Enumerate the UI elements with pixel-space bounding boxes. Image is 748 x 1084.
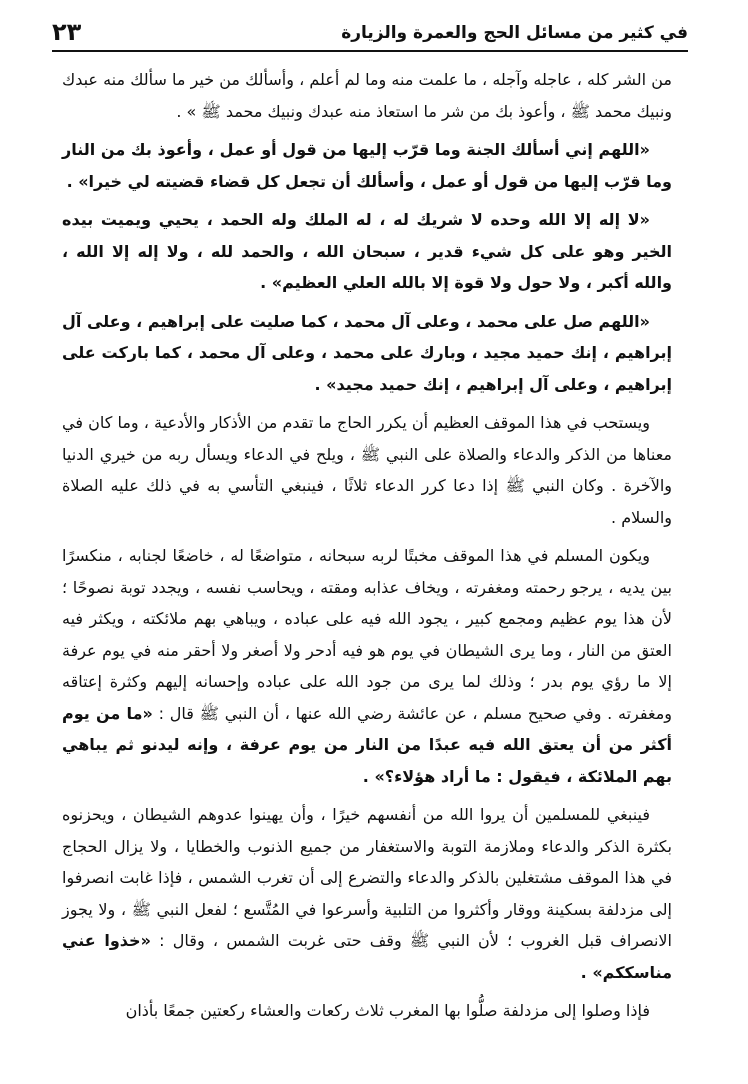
supplication-jannah: «اللهم إني أسألك الجنة وما قرّب إليها من قول أو عمل ، وأعوذ بك من النار وما قرّب إليها من قول أو عمل ، وأسألك أن تجعل كل قضاء قضيته لي خيرا» . [62,140,672,191]
paragraph-departure: فينبغي للمسلمين أن يروا الله من أنفسهم خيرًا ، وأن يهينوا عدوهم الشيطان ، ويحزنوه بكثرة الذكر والدعاء وملازمة التوبة والاستغفار من جميع الذنوب والخطايا ، ولا يزال الحجاج في هذا الموقف مشتغلين بالذكر والدعاء والتضرع إلى أن تغرب الشمس ، فإذا غابت انصرفوا إلى مزدلفة بسكينة ووقار وأكثروا من التلبية وأسرعوا في المُتَّسع ؛ لفعل النبي ﷺ ، ولا يجوز الانصراف قبل الغروب ؛ لأن النبي ﷺ وقف حتى غربت الشمس ، وقال : «خذوا عني مناسككم» . [62,805,672,982]
body-text [62,64,672,1034]
running-title: في كثير من مسائل الحج والعمرة والزيارة [341,23,688,43]
page-header [52,16,688,46]
paragraph-dhikr-repeat: ويستحب في هذا الموقف العظيم أن يكرر الحاج ما تقدم من الأذكار والأدعية ، وما كان في معناها من الذكر والدعاء والصلاة على النبي ﷺ ، ويلح في الدعاء ويسأل ربه من خيري الدنيا والآخرة . وكان النبي ﷺ إذا دعا كرر الدعاء ثلاثًا ، فينبغي التأسي به في ذلك عليه الصلاة والسلام . [62,413,672,527]
hadith-quote: «ما من يوم أكثر من أن يعتق الله فيه عبدًا من النار من يوم عرفة ، وإنه ليدنو ثم يباهي بهم الملائكة ، فيقول : ما أراد هؤلاء؟» . [62,703,672,786]
supplication-tahlil: «لا إله إلا الله وحده لا شريك له ، له الملك وله الحمد ، يحيي ويميت بيده الخير وهو على كل شيء قدير ، سبحان الله ، والحمد لله ، ولا إله إلا الله ، والله أكبر ، ولا حول ولا قوة إلا بالله العلي العظيم» . [62,210,672,292]
paragraph-continuation: من الشر كله ، عاجله وآجله ، ما علمت منه وما لم أعلم ، وأسألك من خير ما سألك منه عبدك ونبيك محمد ﷺ ، وأعوذ بك من شر ما استعاذ منه عبدك ونبيك محمد ﷺ » . [62,70,672,121]
supplication-salawat: «اللهم صل على محمد ، وعلى آل محمد ، كما صليت على إبراهيم ، وعلى آل إبراهيم ، إنك حميد مجيد ، وبارك على محمد ، وعلى آل محمد ، كما باركت على إبراهيم ، وعلى آل إبراهيم ، إنك حميد مجيد» . [62,311,672,394]
page-number: ٢٣ [52,18,82,46]
hadith-quote-manasik: «خذوا عني مناسككم» . [62,931,672,982]
header-rule [52,50,688,52]
paragraph-humility: ويكون المسلم في هذا الموقف مخبتًا لربه سبحانه ، متواضعًا له ، خاضعًا لجنابه ، منكسرًا بين يديه ، يرجو رحمته ومغفرته ، ويخاف عذابه ومقته ، ويحاسب نفسه ، ويجدد توبة نصوحًا ؛ لأن هذا يوم عظيم ومجمع كبير ، يجود الله فيه على عباده ، ويباهي بهم ملائكته ، ويكثر فيه العتق من النار ، وما يرى الشيطان في يوم هو فيه أدحر ولا أصغر ولا أحقر منه في يوم عرفة إلا ما رؤي يوم بدر ؛ وذلك لما يرى من جود الله على عباده وإحسانه إليهم وكثرة إعتاقه ومغفرته . وفي صحيح مسلم ، عن عائشة رضي الله عنها ، أن النبي ﷺ قال : «ما من يوم أكثر من أن يعتق الله فيه عبدًا من النار من يوم عرفة ، وإنه ليدنو ثم يباهي بهم الملائكة ، فيقول : ما أراد هؤلاء؟» . [62,546,672,786]
paragraph-muzdalifah: فإذا وصلوا إلى مزدلفة صلُّوا بها المغرب ثلاث ركعات والعشاء ركعتين جمعًا بأذان [125,1001,650,1020]
